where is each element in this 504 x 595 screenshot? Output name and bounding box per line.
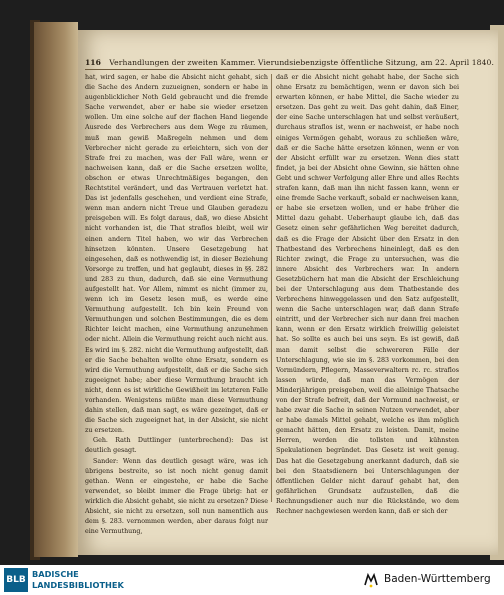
page-number: 116 bbox=[85, 58, 101, 67]
left-paragraph: hat, wird sagen, er habe die Absicht nicht gehabt, sich die Sache des Andern zuzueignen, sondern er habe in augenblicklicher Noth Geld gebraucht und die fremde Sache verwendet, aber er habe sie wieder ersetzen wollen. Um eine solche auf der flachen Hand liegende Ausrede des Verbrechers aus dem Wege zu räumen, muß man gewiß Maßregeln nehmen und dem Verbrecher nicht gerade zu erleichtern, sich von der Strafe frei zu machen, was der Fall wäre, wenn er nachweisen kann, daß er die Sache ersetzen wollte, obschon er etwas Unrechtmäßiges begangen, den Rechtstitel verändert, und das Vertrauen verletzt hat. Das ist jedenfalls geschehen, und verdient eine Strafe, wenn man andern nicht Treue und Glauben geradezu preisgeben will. Es folgt daraus, daß, wo diese Absicht nicht vorhanden ist, die That straflos bleibt, weil wir einen andern Titel haben, wo wir das Verbrechen hinsetzen könnten. Unsere Gesetzgebung hat eingesehen, daß es nothwendig ist, in dieser Beziehung Vorsorge zu treffen, und hat geglaubt, dieses in §§. 282 und 283 zu thun, dadurch, daß sie eine Vermuthung aufgestellt hat. Vor Allem, nimmt es nicht (immer zu, wenn ich im Gesetz lesen muß, es werde eine Vermuthung aufgestellt. Ich bin kein Freund von Vermuthungen und solchen Bestimmungen, die es dem Richter leicht machen, eine Vermuthung anzunehmen oder nicht. Allein die Vermuthung reicht auch nicht aus. Es wird im §. 282. nicht die Vermuthung aufgestellt, daß er die Sache behalten wollte ohne Ersatz, sondern es wird die Vermuthung aufgestellt, daß er die Sache sich zugeeignet habe; aber diese Vermuthung braucht ich nicht, denn es ist wirkliche Gewißheit im letzteren Falle vorhanden. Wenigstens müßte man diese Vermuthung dahin stellen, daß man sagt, es wäre gezeinget, daß er die Sache sich zugeeignet hat, in der Absicht, sie nicht zu ersetzen. bbox=[85, 74, 268, 435]
header-rule bbox=[85, 69, 457, 70]
page-header bbox=[85, 58, 494, 67]
right-column bbox=[276, 73, 459, 517]
library-name-line1: BADISCHE bbox=[32, 569, 79, 579]
column-divider bbox=[271, 74, 272, 502]
baden-wuerttemberg-label[interactable]: Baden-Württemberg bbox=[384, 573, 491, 585]
library-name[interactable] bbox=[32, 569, 124, 590]
viewer-footer bbox=[0, 565, 504, 595]
left-paragraph: Geh. Rath Duttlinger (unterbrechend): Das ist deutlich gesagt. bbox=[85, 437, 268, 455]
book-gutter bbox=[34, 22, 78, 557]
left-paragraph: Sander: Wenn das deutlich gesagt wäre, was ich übrigens bestreite, so ist noch nicht genug damit gethan. Wenn er eingestehe, er habe die Sache verwendet, so bleibt immer die Frage übrig: hat er wirklich die Absicht gehabt, sie nicht zu ersetzen? Diese Absicht, sie nicht zu ersetzen, soll nun namentlich aus dem §. 283. vernommen werden, aber daraus folgt nur eine Vermuthung, bbox=[85, 457, 268, 536]
running-title: Verhandlungen der zweiten Kammer. Vierundsiebenzigste öffentliche Sitzung, am 22. April 1840. bbox=[109, 58, 494, 67]
baden-wuerttemberg-logo-icon[interactable] bbox=[362, 571, 380, 589]
blb-logo-icon[interactable]: BLB bbox=[4, 568, 28, 592]
right-paragraph: daß er die Absicht nicht gehabt habe, der Sache sich ohne Ersatz zu bemächtigen, wenn er davon sich bei erwarten können, er habe Mittel, die Sache wieder zu ersetzen. Das geht zu weit. Das geht dahin, daß Einer, der eine Sache unterschlagen hat und selbst veräußert, durchaus straflos ist, wenn er nachweist, er habe noch einiges Vermögen gehabt, woraus zu schließen wäre, daß er die Sache hätte ersetzen können, wenn er von der Absicht erfüllt war zu ersetzen. Wenn dies statt findet, ja bei der Absicht ohne Gewinn, sie hätten ohne Gebt und schwer Verfolgung aller Ehre und alles Rechts strafen kann, daß man ihn nicht fassen kann, wenn er eine fremde Sache verkauft, sobald er nachweisen kann, er habe sie ersetzen wollen, und er habe früher die Mittel dazu gehabt. Ueberhaupt glaube ich, daß das Gesetz einen sehr gefährlichen Weg bereitet dadurch, daß es die Frage der Absicht über den Ersatz in den Thatbestand des Verbrechens hineinlegt, daß es den Richter zwingt, die Frage zu untersuchen, was die innere Absicht des Verbrechers war. In andern Gesetzbüchern hat man die Absicht der Erschleichung bei der Unterschlagung aus dem Thatbestande des Verbrechens hinweggelassen und den Satz aufgestellt, wenn die Sache unterschlagen war, daß dann Strafe eintritt, und der Verbrecher sich nur dann frei machen kann, wenn er den Ersatz wirklich freiwillig geleistet hat. So sollte es auch bei uns seyn. Es ist gewiß, daß man damit selbst die schwereren Fälle der Unterschlagung, wie sie im §. 283 vorkommen, bei den Vormündern, Pflegern, Masseverwaltern rc. rc. straflos lassen würde, daß man das Vermögen der Minderjährigen preisgeben, weil die alleinige Thatsache von der Strafe befreit, daß der Vormund nachweist, er habe zwar die Sache in seinen Nutzen verwendet, aber er habe damals Mittel gehabt, welche es ihm möglich gemacht hätten, den Ersatz zu leisten. Damit, meine Herren, werden die tollsten und kühnsten Spekulationen begründet. Das Gesetz ist weit genug. Das hat die Gesetzgebung anerkannt dadurch, daß sie bei den Staatsdienern bei Unterschlagungen der öffentlichen Gelder nicht darauf gehabt hat, den gefährlichen Grundsatz aufzustellen, daß die Rechnungsdiener auch nur die Rückstände, wo dem Rechner nachgewiesen werden kann, daß er sich der bbox=[276, 74, 459, 516]
library-name-line2: LANDESBIBLIOTHEK bbox=[32, 579, 124, 590]
left-column bbox=[85, 73, 268, 537]
